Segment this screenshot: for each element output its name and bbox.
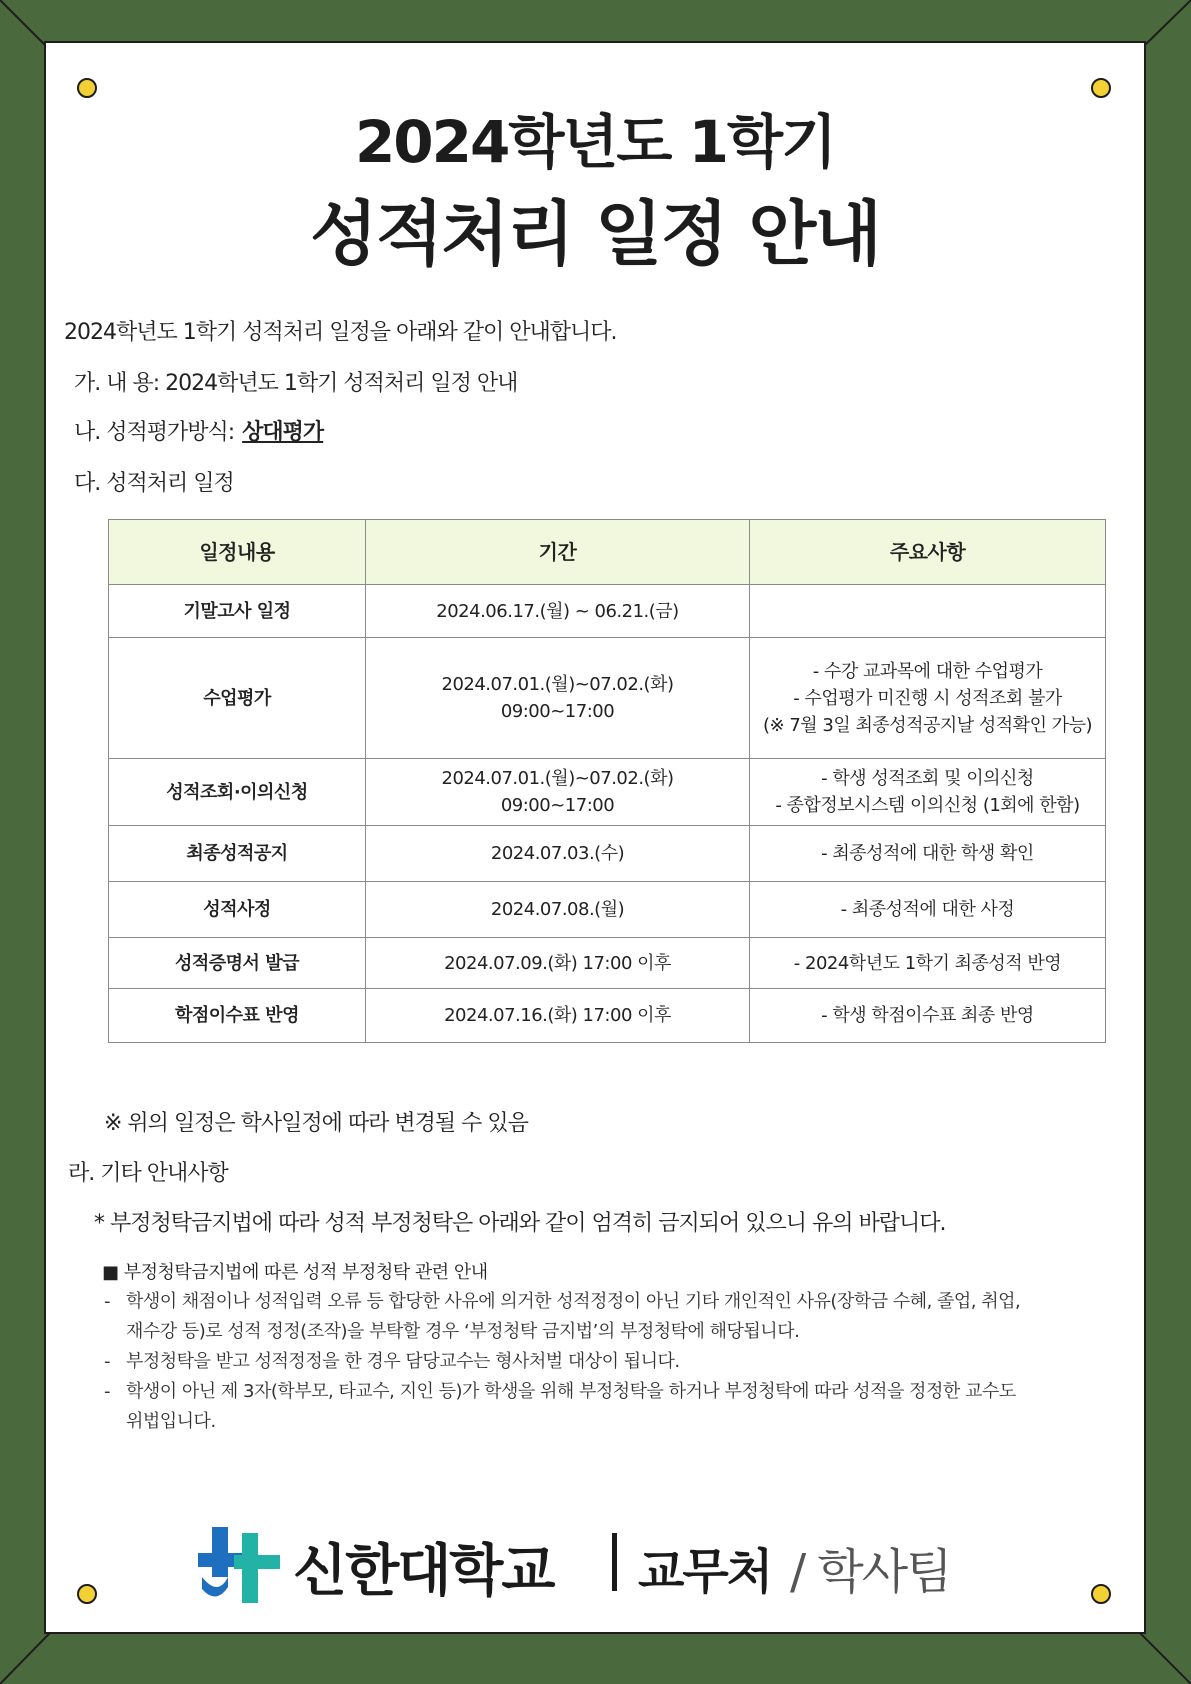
item-content: 가. 내 용: 2024학년도 1학기 성적처리 일정 안내 — [74, 371, 518, 396]
note-line: - 종합정보시스템 이의신청 (1회에 한함) — [775, 795, 1080, 816]
rule-text: 학생이 채점이나 성적입력 오류 등 합당한 사유에 의거한 성적정정이 아닌 기타 개인적인 사유(장학금 수혜, 졸업, 취업, 재수강 등)로 성적 정정(조작)을 부탁할 경우 ‘부정청탁 금지법’의 부정청탁에 해당됩니다. — [126, 1291, 1021, 1342]
university-name: 신한대학교 — [293, 1539, 554, 1604]
department-name: 교무처 — [638, 1544, 772, 1600]
table-row — [109, 938, 1106, 989]
note-line: - 2024학년도 1학기 최종성적 반영 — [793, 952, 1062, 974]
row-period — [366, 938, 750, 989]
rule-item — [104, 1287, 1034, 1347]
period-line: 2024.07.03.(수) — [490, 843, 625, 864]
note-line: - 최종성적에 대한 학생 확인 — [821, 843, 1034, 864]
schedule-table — [108, 519, 1106, 1043]
header-schedule: 일정내용 — [109, 520, 366, 585]
etc-heading: 라. 기타 안내사항 — [68, 1161, 228, 1186]
row-name: 성적증명서 발급 — [109, 938, 366, 989]
row-notes — [750, 989, 1106, 1043]
header-notes: 주요사항 — [750, 520, 1106, 585]
table-row — [109, 989, 1106, 1043]
note-line: - 최종성적에 대한 사정 — [840, 899, 1015, 920]
rule-dash: - — [104, 1381, 110, 1402]
row-notes — [750, 882, 1106, 938]
note-line: - 수업평가 미진행 시 성적조회 불가 — [793, 687, 1062, 709]
period-line: 2024.07.01.(월)~07.02.(화) — [441, 768, 674, 789]
schedule-change-note: ※ 위의 일정은 학사일정에 따라 변경될 수 있음 — [104, 1111, 528, 1136]
rule-item — [104, 1377, 1034, 1437]
university-logo-icon — [198, 1527, 282, 1603]
item-evaluation-method — [74, 415, 323, 446]
rule-text: 학생이 아닌 제 3자(학부모, 타교수, 지인 등)가 학생을 위해 부정청탁을 하거나 부정청탁에 따라 성적을 정정한 교수도 위법입니다. — [126, 1381, 1016, 1432]
table-row — [109, 585, 1106, 638]
row-notes — [750, 759, 1106, 826]
period-line: 2024.07.16.(화) 17:00 이후 — [444, 1005, 671, 1026]
note-line: - 수강 교과목에 대한 수업평가 — [812, 660, 1043, 682]
solicitation-warning: * 부정청탁금지법에 따라 성적 부정청탁은 아래와 같이 엄격히 금지되어 있으니 유의 바랍니다. — [94, 1211, 946, 1236]
row-name: 최종성적공지 — [109, 826, 366, 882]
header-period: 기간 — [366, 520, 750, 585]
row-period — [366, 989, 750, 1043]
pin-icon — [77, 78, 97, 98]
note-line: - 학생 성적조회 및 이의신청 — [821, 768, 1034, 789]
row-period — [366, 638, 750, 759]
table-row — [109, 638, 1106, 759]
rule-dash: - — [104, 1291, 110, 1312]
solicitation-guide-title: ■ 부정청탁금지법에 따른 성적 부정청탁 관련 안내 — [102, 1262, 488, 1283]
rule-dash: - — [104, 1351, 110, 1372]
note-line: (※ 7월 3일 최종성적공지날 성적확인 가능) — [763, 714, 1092, 736]
table-row — [109, 882, 1106, 938]
item-schedule-heading: 다. 성적처리 일정 — [74, 471, 234, 496]
row-name: 수업평가 — [109, 638, 366, 759]
period-line: 2024.06.17.(월) ~ 06.21.(금) — [436, 600, 679, 622]
row-name: 학점이수표 반영 — [109, 989, 366, 1043]
period-line: 2024.07.08.(월) — [490, 899, 625, 920]
table-row — [109, 759, 1106, 826]
evaluation-method-label: 나. 성적평가방식: — [74, 420, 235, 445]
solicitation-rules — [104, 1287, 1034, 1437]
footer-signature — [198, 1521, 998, 1605]
title-line-1: 2024학년도 1학기 — [354, 108, 836, 176]
row-name: 성적사정 — [109, 882, 366, 938]
notice-paper — [44, 41, 1146, 1634]
team-name: / 학사팀 — [790, 1544, 951, 1600]
period-line: 09:00~17:00 — [500, 795, 615, 816]
row-name: 기말고사 일정 — [109, 585, 366, 638]
row-notes — [750, 938, 1106, 989]
row-notes — [750, 585, 1106, 638]
table-header-row — [109, 520, 1106, 585]
rule-item — [104, 1347, 1034, 1377]
row-period — [366, 882, 750, 938]
evaluation-method-value: 상대평가 — [242, 420, 324, 445]
pin-icon — [77, 1584, 97, 1604]
footer-divider — [612, 1533, 617, 1591]
title-line-2: 성적처리 일정 안내 — [310, 193, 880, 275]
row-period — [366, 759, 750, 826]
rule-text: 부정청탁을 받고 성적정정을 한 경우 담당교수는 형사처벌 대상이 됩니다. — [126, 1351, 680, 1372]
period-line: 09:00~17:00 — [500, 701, 615, 722]
row-notes — [750, 638, 1106, 759]
intro-text: 2024학년도 1학기 성적처리 일정을 아래와 같이 안내합니다. — [64, 320, 617, 345]
row-period — [366, 826, 750, 882]
pin-icon — [1091, 1584, 1111, 1604]
period-line: 2024.07.09.(화) 17:00 이후 — [444, 952, 671, 974]
note-line: - 학생 학점이수표 최종 반영 — [821, 1005, 1034, 1026]
row-name: 성적조회·이의신청 — [109, 759, 366, 826]
row-period — [366, 585, 750, 638]
pin-icon — [1091, 78, 1111, 98]
table-row — [109, 826, 1106, 882]
row-notes — [750, 826, 1106, 882]
period-line: 2024.07.01.(월)~07.02.(화) — [441, 674, 674, 695]
